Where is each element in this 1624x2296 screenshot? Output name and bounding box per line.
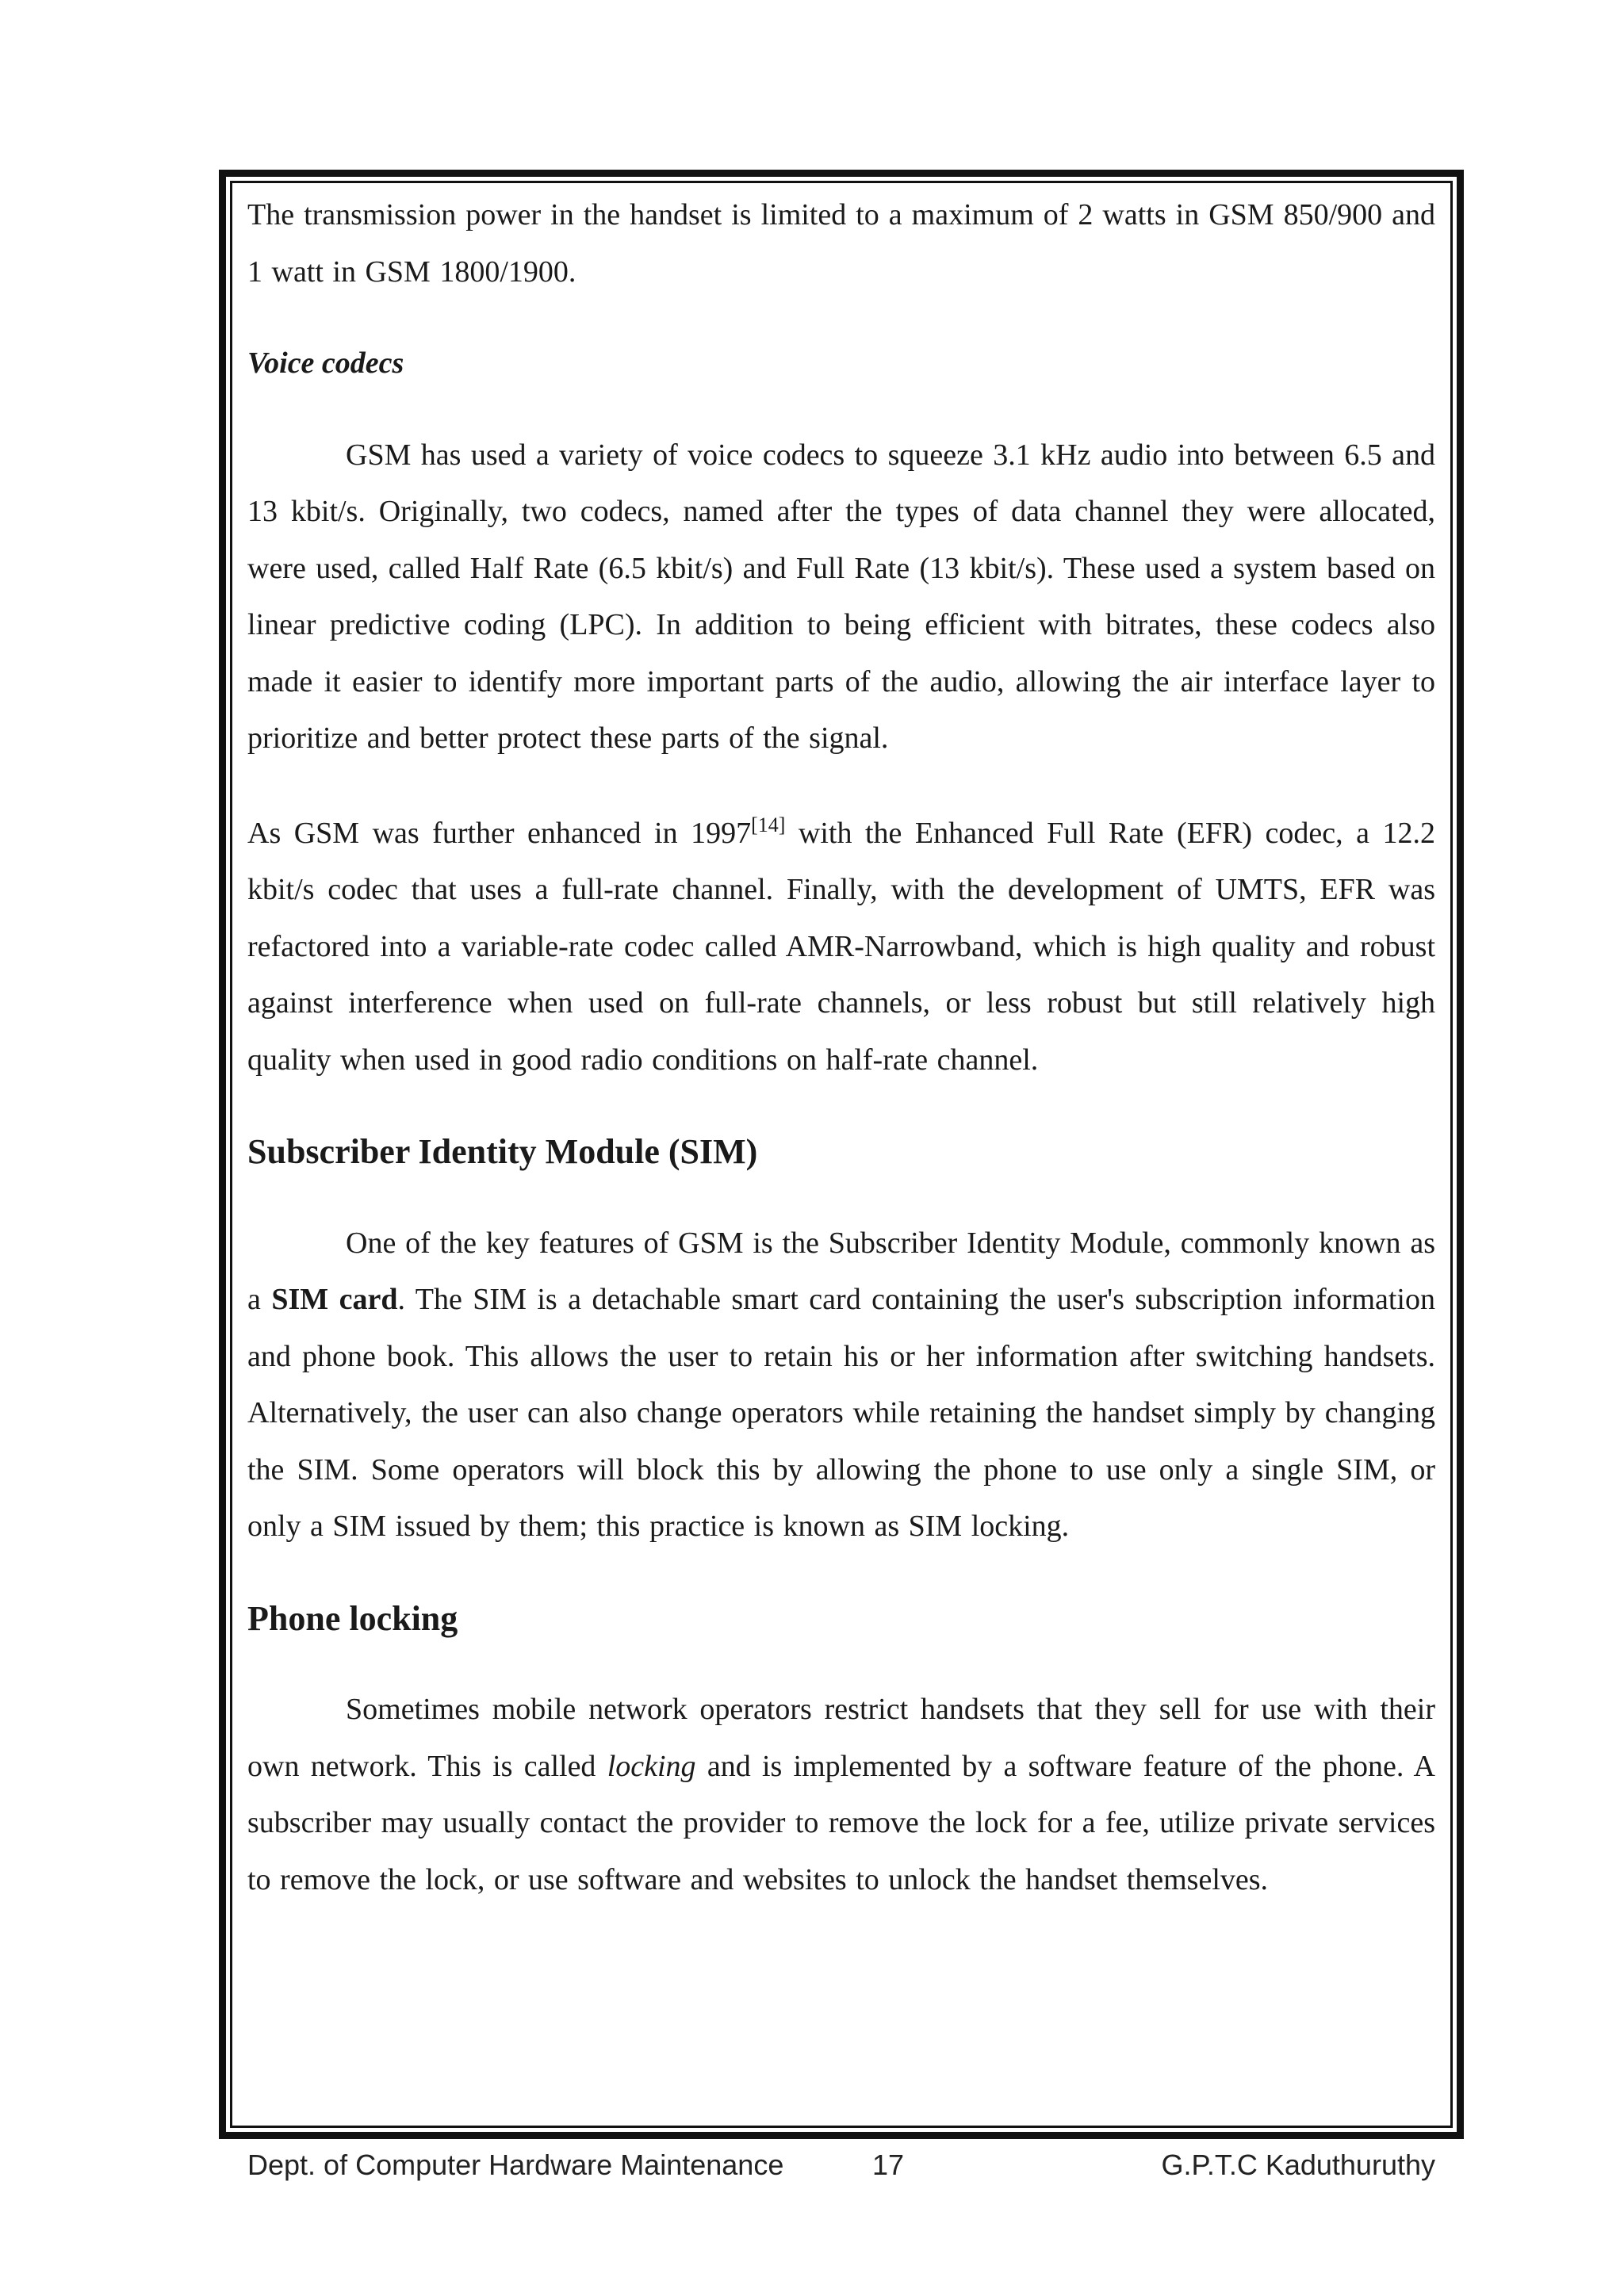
sim-heading: Subscriber Identity Module (SIM) bbox=[247, 1132, 758, 1171]
paragraph-sim bbox=[247, 1215, 1435, 1556]
citation-14: [14] bbox=[751, 813, 786, 836]
locking-term: locking bbox=[607, 1749, 696, 1783]
paragraph-transmission-power: The transmission power in the handset is limited to a maximum of 2 watts in GSM 850/900 and 1 watt in GSM 1800/1900. bbox=[247, 198, 1435, 289]
locking-text-end: and is implemented by a software feature of the phone. A subscriber may usually contact the provider to remove the lock for a fee, utilize private services to remove the lock, or use software and websites to unlock the handset themselves. bbox=[247, 1749, 1435, 1896]
paragraph-phone-locking bbox=[247, 1682, 1435, 1908]
voice-codecs-heading: Voice codecs bbox=[247, 346, 404, 380]
locking-text-start: Sometimes mobile network operators restrict handsets that they sell for use with their own network. This is called bbox=[247, 1693, 1435, 1783]
phone-locking-heading: Phone locking bbox=[247, 1598, 458, 1638]
sim-card-term: SIM card bbox=[271, 1283, 398, 1316]
paragraph-efr-codec bbox=[247, 806, 1435, 1089]
paragraph-voice-codecs: GSM has used a variety of voice codecs to squeeze 3.1 kHz audio into between 6.5 and 13 kbit/s. Originally, two codecs, named after the types of data channel they were allocated, were used, called Half Rate (6.5 kbit/s) and Full Rate (13 kbit/s). These used a system based on linear predictive coding (LPC). In addition to being efficient with bitrates, these codecs also made it easier to identify more important parts of the audio, allowing the air interface layer to prioritize and better protect these parts of the signal. bbox=[247, 438, 1435, 755]
efr-text-end: with the Enhanced Full Rate (EFR) codec, a 12.2 kbit/s codec that uses a full-rate channel. Finally, with the development of UMTS, EFR was refactored into a variable-rate codec called AMR-Narrowband, which is high quality and robust against interference when used on full-rate channels, or less robust but still relatively high quality when used in good radio conditions on half-rate channel. bbox=[247, 816, 1435, 1077]
page-content bbox=[247, 187, 1435, 1908]
page-footer bbox=[247, 2149, 1435, 2188]
footer-institution: G.P.T.C Kaduthuruthy bbox=[1161, 2149, 1435, 2181]
sim-text-end: . The SIM is a detachable smart card containing the user's subscription information and phone book. This allows the user to retain his or her information after switching handsets. Alternatively, the user can also change operators while retaining the handset simply by changing the SIM. Some operators will block this by allowing the phone to use only a single SIM, or only a SIM issued by them; this practice is known as SIM locking. bbox=[247, 1283, 1435, 1543]
footer-department: Dept. of Computer Hardware Maintenance bbox=[247, 2149, 784, 2181]
efr-text-start: As GSM was further enhanced in 1997 bbox=[247, 816, 752, 850]
sim-text-start: One of the key features of GSM is the Subscriber Identity Module, commonly known as a bbox=[247, 1226, 1435, 1316]
footer-page-number: 17 bbox=[872, 2149, 905, 2181]
